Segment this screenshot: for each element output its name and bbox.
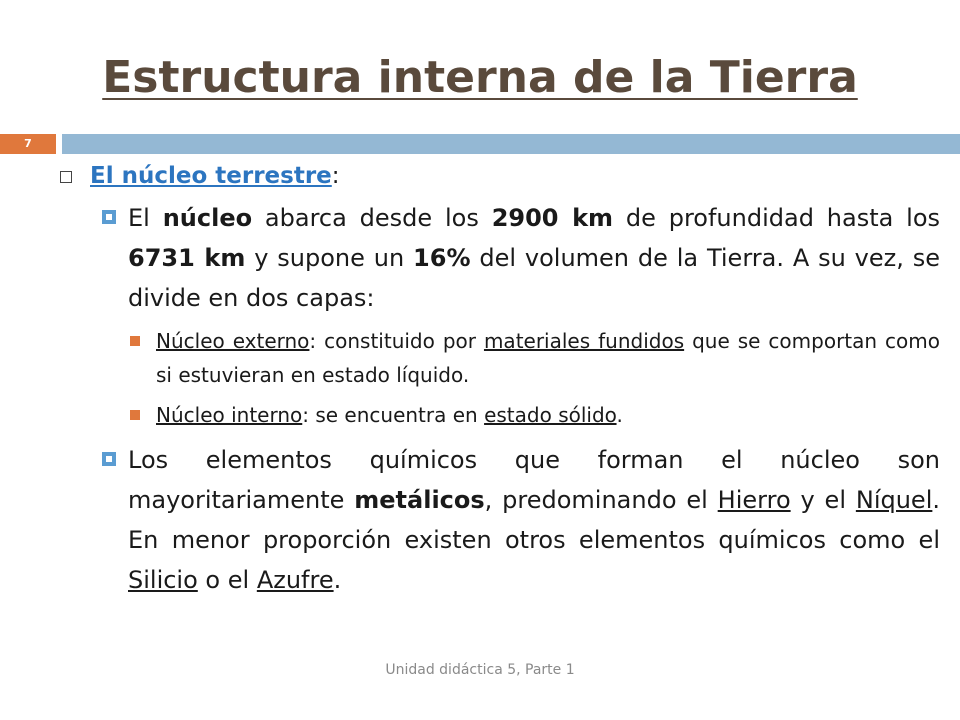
- header-bar: [62, 134, 960, 154]
- sub-bullet-nucleo-interno: Núcleo interno: se encuentra en estado sólido.: [128, 398, 940, 432]
- hollow-square-bullet-icon: [60, 171, 72, 183]
- slide-title: Estructura interna de la Tierra: [102, 52, 858, 103]
- square-bullet-icon: [102, 210, 116, 224]
- sub-bullet-nucleo-externo: Núcleo externo: constituido por materiales fundidos que se comportan como si estuvieran en estado líquido.: [128, 324, 940, 392]
- paragraph-elementos: Los elementos químicos que forman el núcleo son mayoritariamente metálicos, predominando el Hierro y el Níquel. En menor proporción existen otros elementos químicos como el Silicio o el Azufre.: [100, 440, 940, 600]
- slide-number: 7: [0, 134, 56, 154]
- square-bullet-icon: [102, 452, 116, 466]
- nucleo-terrestre-link[interactable]: El núcleo terrestre: [90, 163, 332, 189]
- paragraph-nucleo: El núcleo abarca desde los 2900 km de profundidad hasta los 6731 km y supone un 16% del volumen de la Tierra. A su vez, se divide en dos capas:: [100, 198, 940, 318]
- bullet-heading: El núcleo terrestre:: [60, 162, 940, 190]
- orange-square-bullet-icon: [130, 336, 140, 346]
- slide-content: [60, 162, 940, 600]
- orange-square-bullet-icon: [130, 410, 140, 420]
- slide-footer: Unidad didáctica 5, Parte 1: [385, 662, 575, 678]
